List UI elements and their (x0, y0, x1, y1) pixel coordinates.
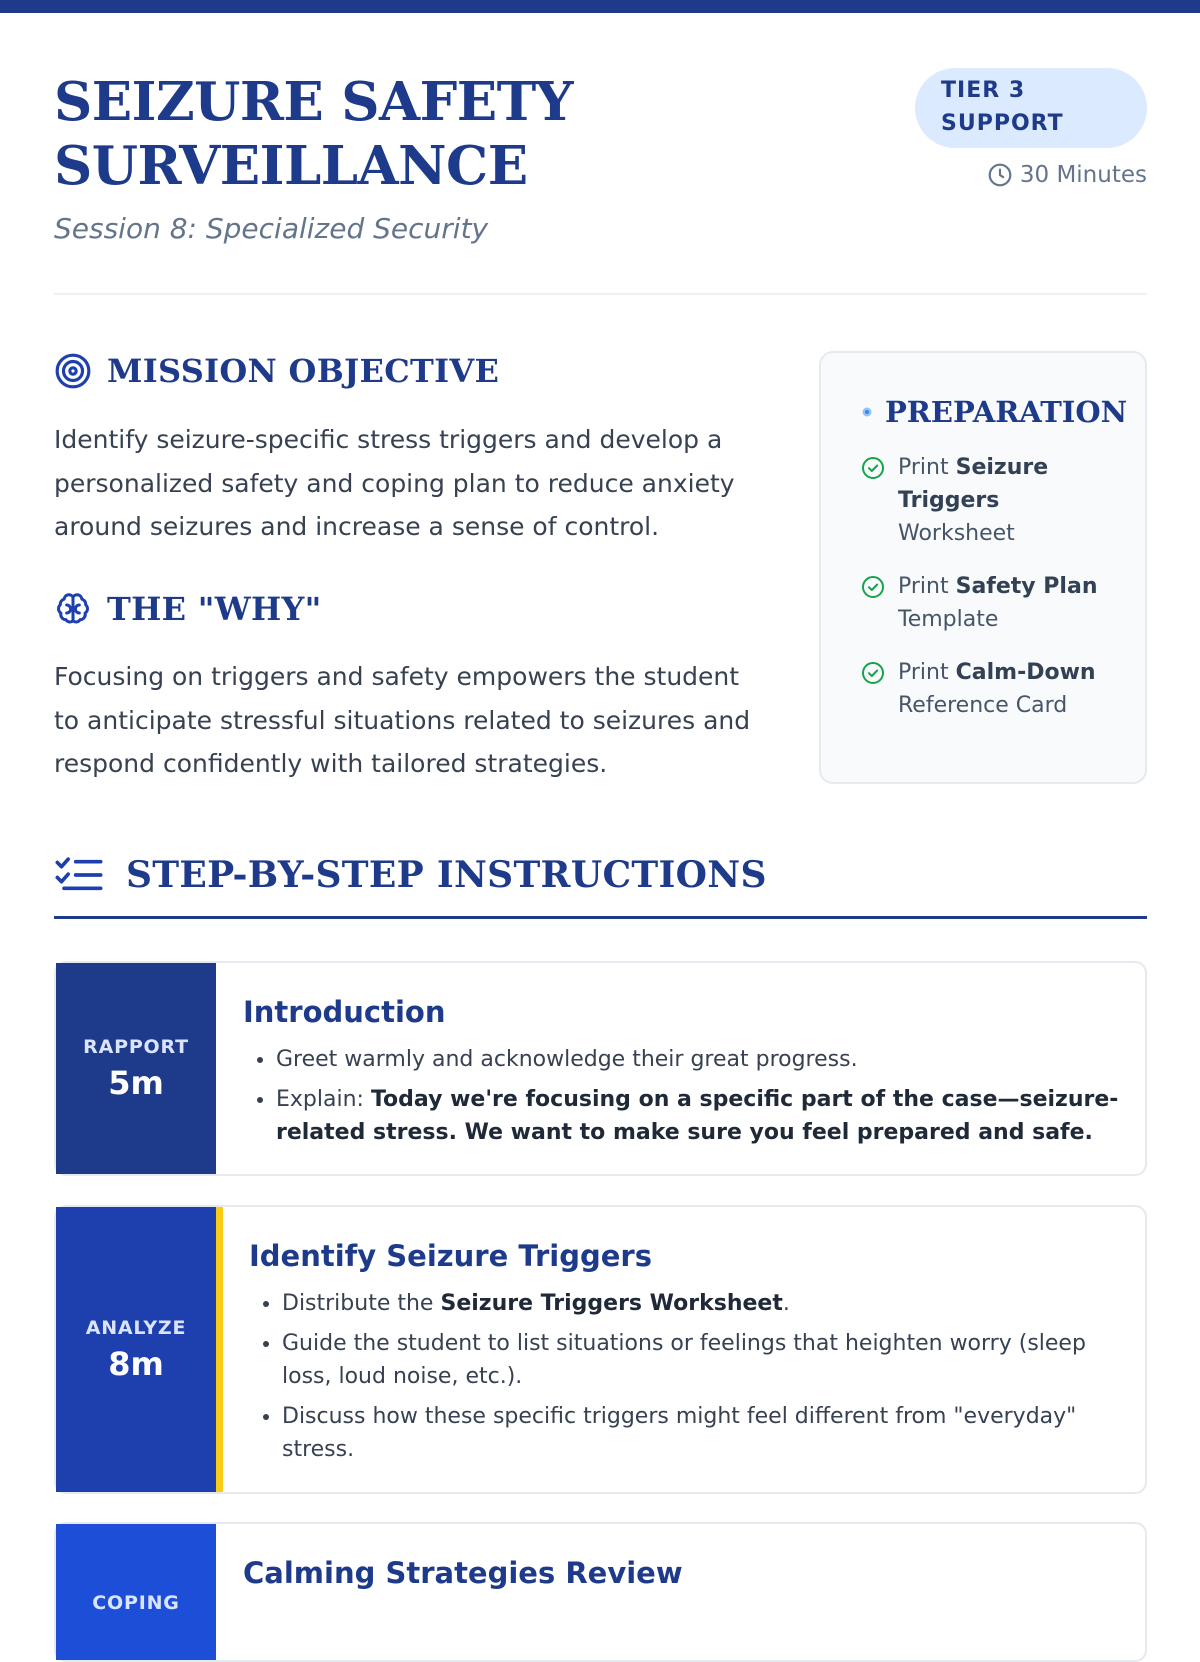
step-bullet-text: Distribute the (282, 1291, 441, 1316)
mission-line-2: personalized safety and coping plan to reduce anxiety (54, 468, 735, 498)
prep-item-prefix: Print (898, 455, 956, 480)
preparation-item (861, 656, 1145, 722)
step-content (249, 1239, 1129, 1473)
preparation-list (861, 451, 1145, 722)
step-bullet-text: Greet warmly and acknowledge their great progress. (276, 1047, 858, 1072)
mission-heading-text: MISSION OBJECTIVE (107, 352, 500, 390)
page-title-line-1: SEIZURE SAFETY (54, 71, 573, 133)
step-phase-panel (56, 1207, 216, 1492)
page-title-line-2: SURVEILLANCE (54, 135, 528, 197)
step-bullet-list (243, 1043, 1123, 1149)
step-bullet (282, 1400, 1129, 1466)
mission-line-3: around seizures and increase a sense of control. (54, 512, 660, 541)
step-title: Identify Seizure Triggers (249, 1239, 652, 1273)
why-heading (54, 590, 322, 628)
step-duration: 8m (108, 1344, 164, 1383)
why-text (54, 655, 794, 786)
step-title: Introduction (243, 995, 446, 1029)
step-bullet-suffix: . (782, 1291, 790, 1316)
tier-badge-line-1: TIER 3 (941, 78, 1026, 103)
check-circle-icon (861, 661, 885, 685)
step-content (243, 995, 1123, 1156)
checklist-icon (54, 855, 104, 895)
why-line-2: to anticipate stressful situations related to seizures and (54, 705, 751, 735)
step-title: Calming Strategies Review (243, 1556, 683, 1590)
prep-item-bold: Calm-Down (955, 660, 1096, 685)
steps-divider (54, 916, 1147, 919)
step-bullet-text: Discuss how these specific triggers might feel different from "everyday" (282, 1404, 1077, 1429)
step-card-introduction (54, 961, 1147, 1176)
preparation-item (861, 570, 1145, 636)
step-bullet-bold: Today we're focusing on a specific part of the case—seizure- (370, 1087, 1119, 1112)
session-duration (987, 162, 1147, 188)
session-subtitle: Session 8: Specialized Security (54, 212, 489, 245)
clock-icon (987, 162, 1013, 188)
preparation-card (819, 351, 1147, 784)
step-highlight-bar (216, 1207, 223, 1492)
step-bullet-text: Guide the student to list situations or feelings that heighten worry (sleep (282, 1331, 1086, 1356)
why-heading-text: THE "WHY" (107, 590, 322, 628)
step-phase-panel (56, 1524, 216, 1660)
step-phase-label: COPING (92, 1592, 180, 1614)
preparation-heading (861, 395, 1145, 429)
step-bullet (276, 1083, 1123, 1149)
target-icon (54, 352, 92, 390)
prep-item-prefix: Print (898, 660, 956, 685)
prep-item-prefix: Print (898, 574, 956, 599)
prep-item-suffix: Template (898, 607, 999, 632)
step-bullet (282, 1327, 1129, 1393)
preparation-item (861, 451, 1145, 550)
step-bullet-text-2: stress. (282, 1437, 355, 1462)
steps-heading-text: STEP-BY-STEP INSTRUCTIONS (126, 854, 767, 896)
step-phase-label: ANALYZE (85, 1316, 187, 1339)
dot-icon (861, 406, 873, 418)
step-phase-label: RAPPORT (83, 1035, 189, 1058)
step-bullet-text-2: loss, loud noise, etc.). (282, 1364, 523, 1389)
steps-heading (54, 854, 767, 896)
preparation-heading-text: PREPARATION (885, 395, 1128, 429)
page-header (54, 70, 1147, 295)
step-card-identify-triggers (54, 1205, 1147, 1494)
mission-objective-heading (54, 352, 499, 390)
check-circle-icon (861, 456, 885, 480)
tier-badge-line-2: SUPPORT (941, 111, 1064, 136)
step-card-calming-strategies (54, 1522, 1147, 1662)
prep-item-suffix: Worksheet (898, 521, 1015, 546)
why-line-1: Focusing on triggers and safety empowers the student (54, 662, 740, 691)
top-accent-bar (0, 0, 1200, 13)
step-content (243, 1556, 1123, 1590)
prep-item-bold: Safety Plan (955, 574, 1098, 599)
step-bullet (276, 1043, 1123, 1076)
step-bullet-bold: Seizure Triggers Worksheet (440, 1291, 783, 1316)
step-bullet-text: Explain: (276, 1087, 371, 1112)
tier-badge (915, 68, 1147, 148)
check-circle-icon (861, 575, 885, 599)
prep-item-suffix: Reference Card (898, 693, 1068, 718)
step-duration: 5m (108, 1063, 164, 1102)
prep-item-bold: Seizure (955, 455, 1049, 480)
why-line-3: respond confidently with tailored strategies. (54, 749, 608, 778)
mission-objective-text (54, 418, 794, 549)
duration-text: 30 Minutes (1019, 162, 1147, 188)
mission-line-1: Identify seizure-specific stress triggers and develop a (54, 425, 723, 454)
step-bullet-bold-2: related stress. We want to make sure you feel prepared and safe. (276, 1120, 1093, 1145)
brain-icon (54, 590, 92, 628)
step-bullet-list (249, 1287, 1129, 1466)
step-phase-panel (56, 963, 216, 1174)
prep-item-bold-2: Triggers (898, 488, 1000, 513)
step-bullet (282, 1287, 1129, 1320)
